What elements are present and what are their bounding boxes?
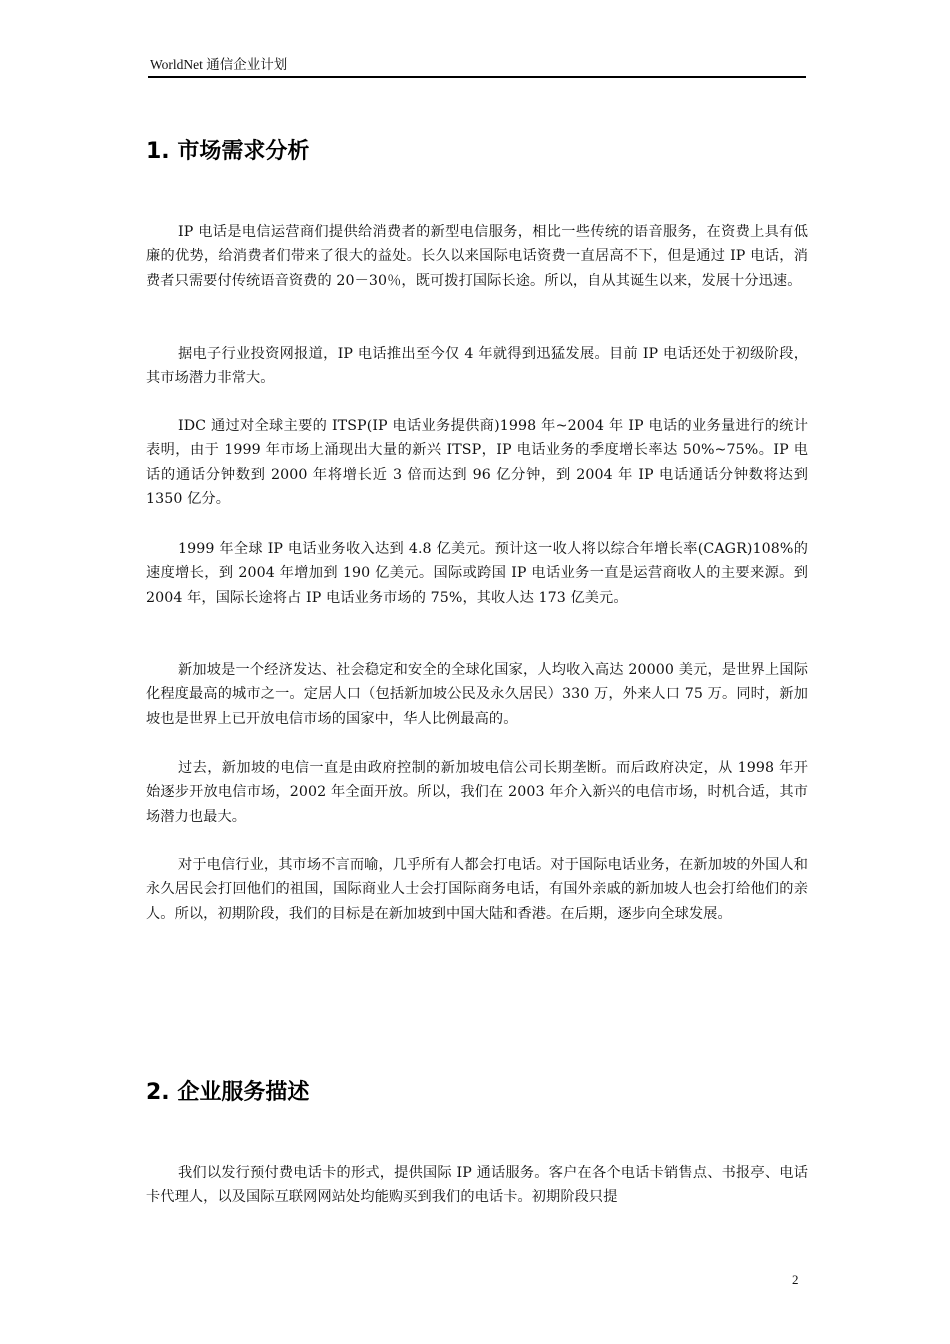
- section-title-service-description: 2. 企业服务描述: [146, 1080, 310, 1105]
- header-title: WorldNet 通信企业计划: [150, 57, 288, 72]
- page-header: [148, 56, 806, 78]
- section-title-market-analysis: 1. 市场需求分析: [146, 139, 310, 164]
- paragraph-market-potential: 据电子行业投资网报道，IP 电话推出至今仅 4 年就得到迅猛发展。目前 IP 电话还处于初级阶段，其市场潜力非常大。: [146, 346, 808, 387]
- paragraph-revenue-forecast: 1999 年全球 IP 电话业务收入达到 4.8 亿美元。预计这一收人将以综合年增长率(CAGR)108%的速度增长，到 2004 年增加到 190 亿美元。国际或跨国 IP 电话业务一直是运营商收人的主要来源。到 2004 年，国际长途将占 IP 电话业务市场的 75%，其收人达 173 亿美元。: [146, 541, 808, 606]
- paragraph-telecom-liberalization: 过去，新加坡的电信一直是由政府控制的新加坡电信公司长期垄断。而后政府决定，从 1998 年开始逐步开放电信市场，2002 年全面开放。所以，我们在 2003 年介入新兴的电信市场，时机合适，其市场潜力也最大。: [146, 760, 808, 825]
- paragraph-singapore-overview: 新加坡是一个经济发达、社会稳定和安全的全球化国家，人均收入高达 20000 美元，是世界上国际化程度最高的城市之一。定居人口（包括新加坡公民及永久居民）330 万，外来人口 75 万。同时，新加坡也是世界上已开放电信市场的国家中，华人比例最高的。: [146, 662, 808, 727]
- page-number: 2: [792, 1272, 799, 1287]
- paragraph-idc-statistics: IDC 通过对全球主要的 ITSP(IP 电话业务提供商)1998 年~2004 年 IP 电话的业务量进行的统计表明，由于 1999 年市场上涌现出大量的新兴 ITSP，IP 电话业务的季度增长率达 50%~75%。IP 电话的通话分钟数到 2000 年将增长近 3 倍而达到 96 亿分钟，到 2004 年 IP 电话通话分钟数将达到 1350 亿分。: [146, 418, 808, 507]
- paragraph-prepaid-card-service: 我们以发行预付费电话卡的形式，提供国际 IP 通话服务。客户在各个电话卡销售点、书报亭、电话卡代理人，以及国际互联网网站处均能购买到我们的电话卡。初期阶段只提: [146, 1165, 808, 1206]
- paragraph-ip-phone-intro: IP 电话是电信运营商们提供给消费者的新型电信服务，相比一些传统的语音服务，在资费上具有低廉的优势，给消费者们带来了很大的益处。长久以来国际电话资费一直居高不下，但是通过 IP 电话，消费者只需要付传统语音资费的 20－30％，既可拨打国际长途。所以，自从其诞生以来，发展十分迅速。: [146, 224, 808, 289]
- paragraph-target-market: 对于电信行业，其市场不言而喻，几乎所有人都会打电话。对于国际电话业务，在新加坡的外国人和永久居民会打回他们的祖国，国际商业人士会打国际商务电话，有国外亲戚的新加坡人也会打给他们的亲人。所以，初期阶段，我们的目标是在新加坡到中国大陆和香港。在后期，逐步向全球发展。: [146, 857, 808, 922]
